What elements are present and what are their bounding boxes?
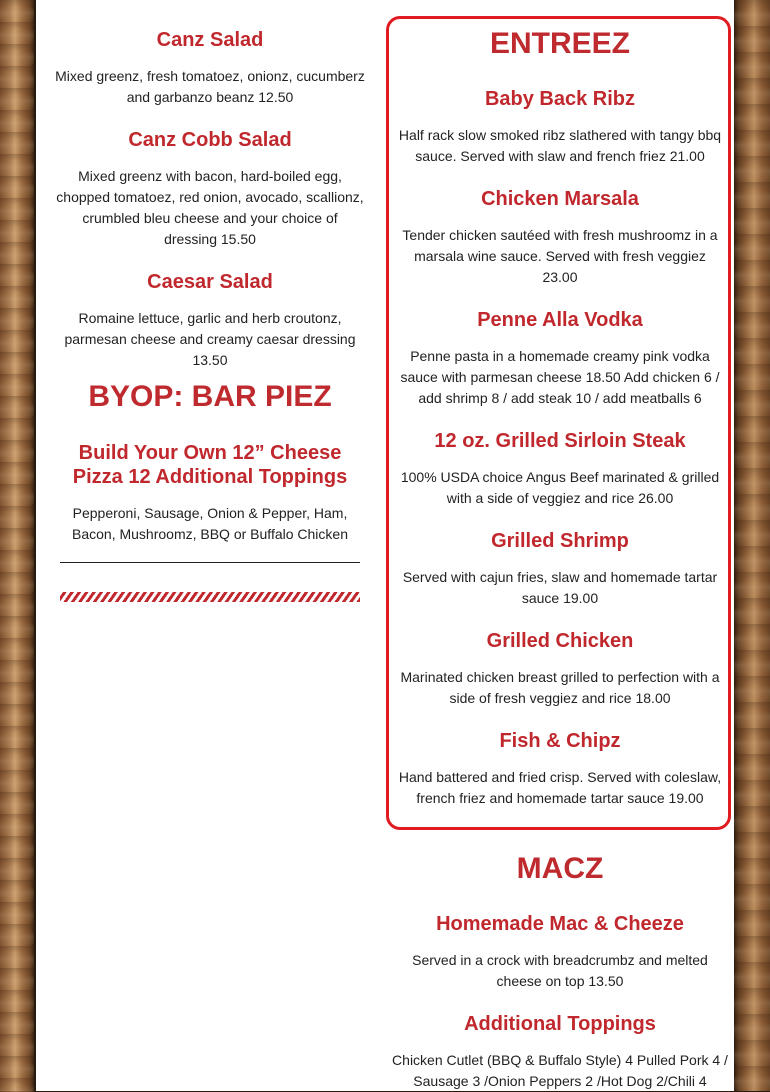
menu-item (54, 28, 366, 108)
divider-line (60, 562, 360, 563)
menu-item (54, 441, 366, 545)
item-name: 12 oz. Grilled Sirloin Steak (434, 430, 686, 452)
item-name: Chicken Marsala (481, 188, 639, 210)
menu-item (386, 1012, 734, 1092)
item-name: Baby Back Ribz (484, 88, 636, 110)
menu-item (386, 308, 734, 409)
menu-item (386, 429, 734, 509)
wood-panel-right (734, 0, 770, 1091)
item-description: Marinated chicken breast grilled to perfection with a side of fresh veggiez and rice 18.00 (400, 669, 720, 706)
item-description: Served with cajun fries, slaw and homemade tartar sauce 19.00 (402, 569, 718, 606)
item-description: Penne pasta in a homemade creamy pink vodka sauce with parmesan cheese 18.50 Add chicken 6 / add shrimp 8 / add steak 10 / add meatballs 6 (400, 348, 720, 406)
menu-item (386, 912, 734, 992)
item-description: Mixed greenz, fresh tomatoez, onionz, cucumberz and garbanzo beanz 12.50 (55, 68, 365, 105)
item-name: Additional Toppings (464, 1013, 656, 1035)
item-name: Grilled Chicken (486, 630, 634, 652)
item-description: Romaine lettuce, garlic and herb croutonz, parmesan cheese and creamy caesar dressing 13.50 (64, 310, 356, 368)
item-name: Canz Cobb Salad (128, 129, 292, 151)
menu-item (386, 187, 734, 288)
item-description: Mixed greenz with bacon, hard-boiled egg, chopped tomatoez, red onion, avocado, scallionz, crumbled bleu cheese and your choice of dressing 15.50 (56, 168, 364, 247)
item-description: Half rack slow smoked ribz slathered with tangy bbq sauce. Served with slaw and french friez 21.00 (398, 127, 722, 164)
menu-item (386, 729, 734, 809)
item-name: Fish & Chipz (499, 730, 621, 752)
item-name: Homemade Mac & Cheeze (436, 913, 684, 935)
item-description: Hand battered and fried crisp. Served with coleslaw, french friez and homemade tartar sauce 19.00 (398, 769, 722, 806)
section-title: ENTREEZ (489, 27, 630, 60)
item-name: Canz Salad (156, 29, 264, 51)
pizza-section (54, 380, 366, 414)
item-name: Grilled Shrimp (491, 530, 629, 552)
item-name: Penne Alla Vodka (477, 309, 643, 331)
item-description: 100% USDA choice Angus Beef marinated & grilled with a side of veggiez and rice 26.00 (400, 469, 720, 506)
item-description: Tender chicken sautéed with fresh mushroomz in a marsala wine sauce. Served with fresh veggiez 23.00 (402, 227, 718, 285)
menu-item (386, 529, 734, 609)
item-description: Chicken Cutlet (BBQ & Buffalo Style) 4 Pulled Pork 4 / Sausage 3 /Onion Peppers 2 /Hot Dog 2/Chili 4 (392, 1052, 728, 1089)
menu-item (386, 629, 734, 709)
menu-item (54, 128, 366, 250)
macz-section (386, 852, 734, 886)
menu-item (386, 87, 734, 167)
section-title: BYOP: BAR PIEZ (88, 380, 332, 413)
item-description: Pepperoni, Sausage, Onion & Pepper, Ham, Bacon, Mushroomz, BBQ or Buffalo Chicken (72, 505, 348, 542)
item-name: Caesar Salad (147, 271, 273, 293)
wood-panel-left (0, 0, 34, 1091)
section-title: MACZ (516, 852, 604, 885)
item-name: Build Your Own 12” Cheese Pizza 12 Additional Toppings (72, 442, 348, 488)
menu-item (54, 270, 366, 371)
hatched-divider (60, 592, 360, 602)
item-description: Served in a crock with breadcrumbz and melted cheese on top 13.50 (412, 952, 708, 989)
